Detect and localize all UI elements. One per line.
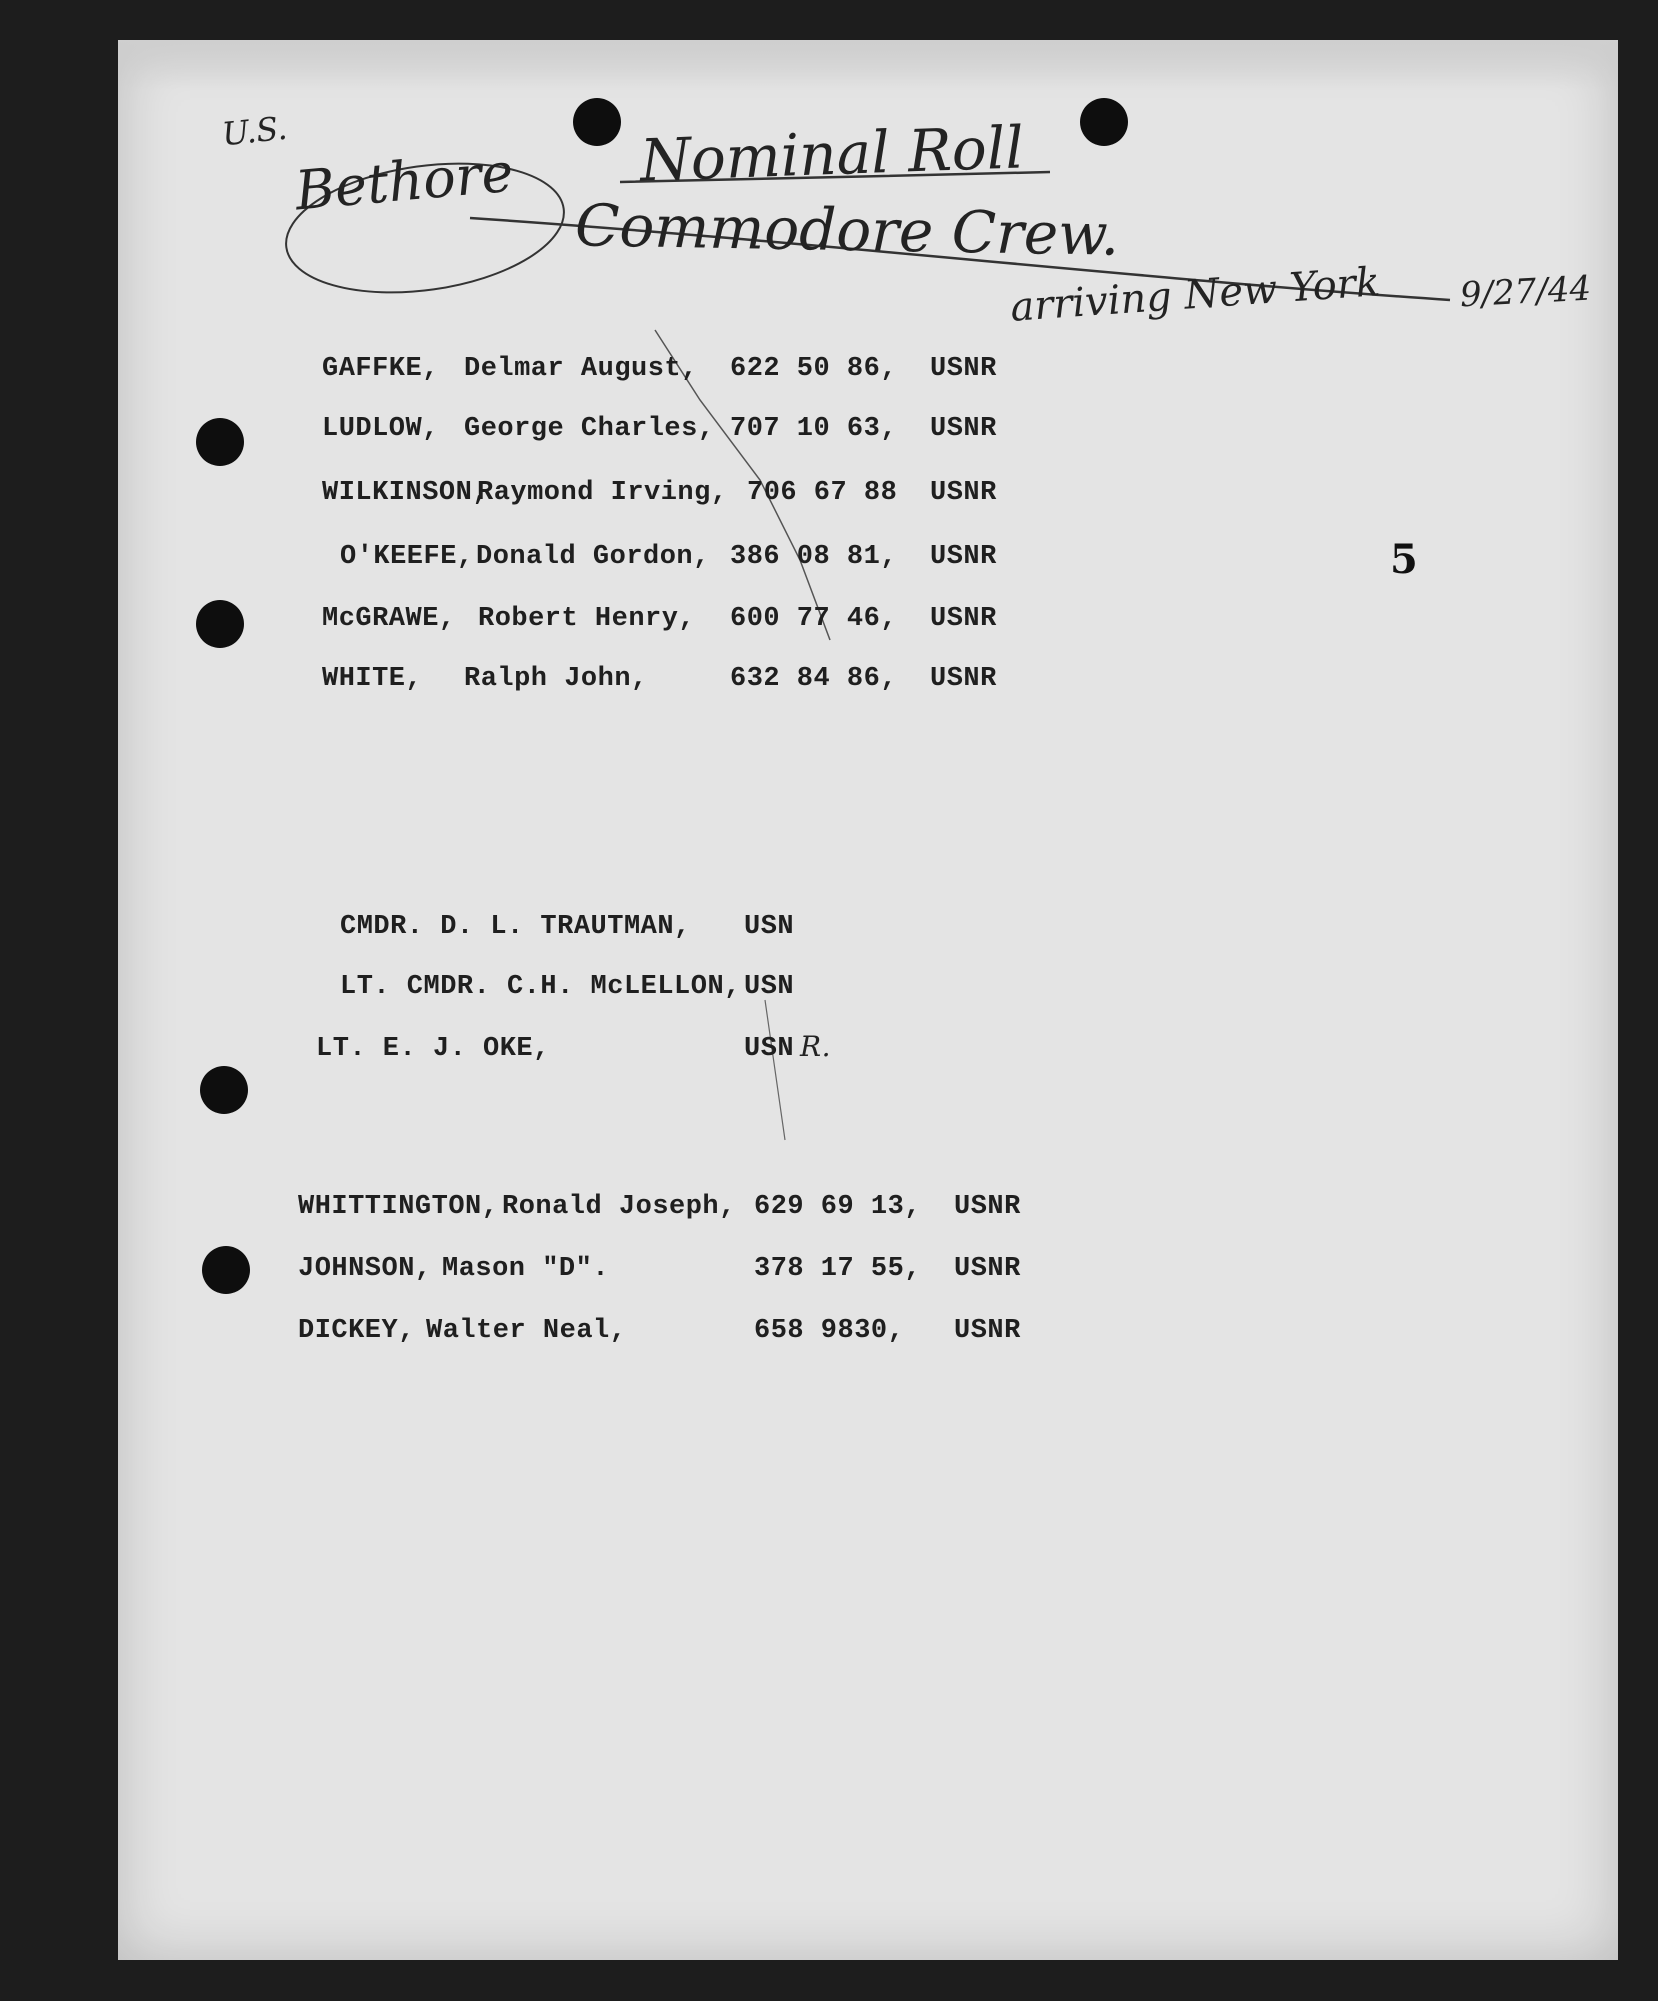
branch: USNR xyxy=(954,1192,1021,1222)
given-names: Ronald Joseph, xyxy=(502,1192,736,1222)
given-names: Robert Henry, xyxy=(478,604,696,634)
surname: GAFFKE, xyxy=(322,354,439,384)
surname: LUDLOW, xyxy=(322,414,439,444)
service-number: 600 77 46, xyxy=(730,604,898,634)
given-names: Mason "D". xyxy=(442,1254,610,1284)
handwritten-date: 9/27/44 xyxy=(1459,268,1593,316)
diagonal-mark xyxy=(765,1000,785,1140)
service-number: 629 69 13, xyxy=(754,1192,922,1222)
handwritten-ship-name: Bethore xyxy=(292,140,516,223)
given-names: Ralph John, xyxy=(464,664,648,694)
branch: USNR xyxy=(930,542,997,572)
service-number: 622 50 86, xyxy=(730,354,898,384)
surname: DICKEY, xyxy=(298,1316,415,1346)
branch: USNR xyxy=(930,664,997,694)
officer-name: LT. CMDR. C.H. McLELLON, xyxy=(340,972,741,1002)
officer-name: LT. E. J. OKE, xyxy=(316,1034,550,1064)
branch: USN xyxy=(744,912,795,942)
branch: USNR xyxy=(930,354,997,384)
handwritten-title: Nominal Roll xyxy=(638,113,1025,195)
service-number: 378 17 55, xyxy=(754,1254,922,1284)
given-names: Delmar August, xyxy=(464,354,698,384)
surname: WHITE, xyxy=(322,664,423,694)
surname: WILKINSON, xyxy=(322,478,490,508)
surname: JOHNSON, xyxy=(298,1254,432,1284)
service-number: 706 67 88 xyxy=(747,478,898,508)
given-names: George Charles, xyxy=(464,414,715,444)
branch: USN xyxy=(744,972,795,1002)
handwritten-prefix: U.S. xyxy=(220,108,289,154)
given-names: Walter Neal, xyxy=(426,1316,627,1346)
branch: USNR xyxy=(954,1254,1021,1284)
surname: McGRAWE, xyxy=(322,604,456,634)
branch: USNR xyxy=(954,1316,1021,1346)
service-number: 632 84 86, xyxy=(730,664,898,694)
service-number: 386 08 81, xyxy=(730,542,898,572)
branch: USNR xyxy=(930,604,997,634)
surname: O'KEEFE, xyxy=(340,542,474,572)
page-number: 5 xyxy=(1390,536,1418,583)
branch: USNR xyxy=(930,414,997,444)
officer-name: CMDR. D. L. TRAUTMAN, xyxy=(340,912,691,942)
handwritten-branch-note: R. xyxy=(800,1030,831,1063)
given-names: Donald Gordon, xyxy=(476,542,710,572)
given-names: Raymond Irving, xyxy=(477,478,728,508)
service-number: 658 9830, xyxy=(754,1316,905,1346)
branch: USNR xyxy=(930,478,997,508)
service-number: 707 10 63, xyxy=(730,414,898,444)
handwritten-arrival-note: arriving New York xyxy=(1008,259,1382,331)
branch: USN xyxy=(744,1034,795,1064)
handwritten-subtitle: Commodore Crew. xyxy=(574,191,1120,269)
surname: WHITTINGTON, xyxy=(298,1192,499,1222)
